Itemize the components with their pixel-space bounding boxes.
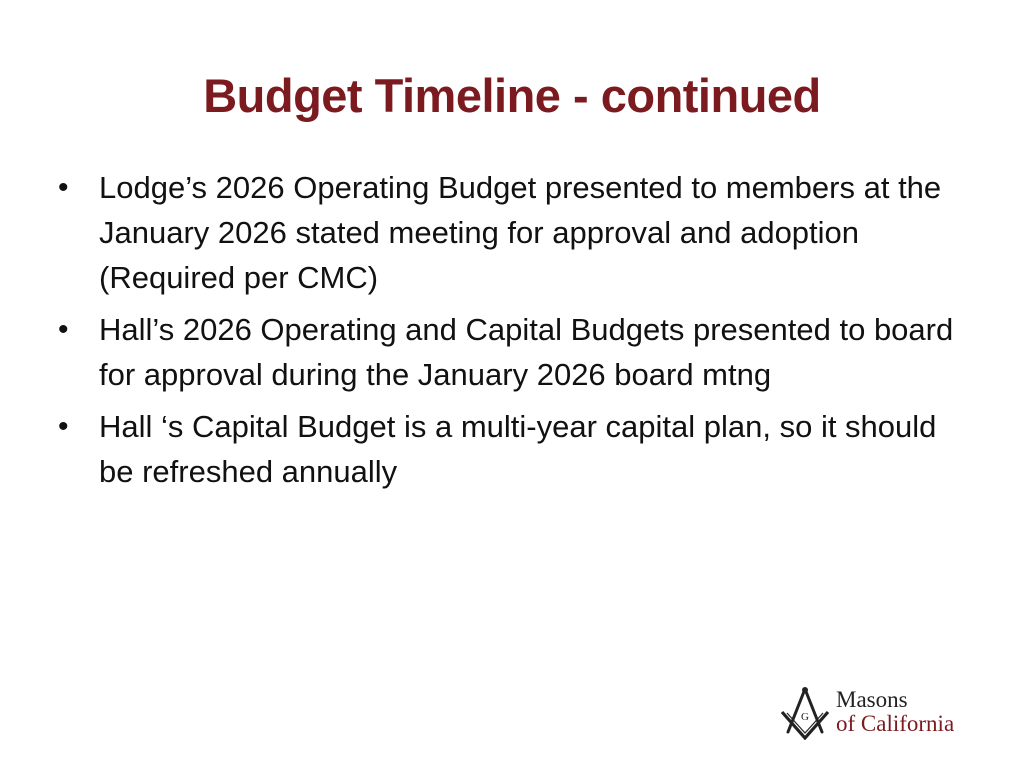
- bullet-marker: •: [58, 171, 69, 204]
- masons-of-california-logo: [778, 686, 978, 742]
- logo-text: [836, 688, 954, 736]
- bullet-text: Lodge’s 2026 Operating Budget presented to members at the January 2026 stated meeting for approval and adoption (Required per CMC): [99, 170, 942, 295]
- bullet-marker: •: [58, 313, 69, 346]
- emblem-letter: G: [801, 711, 809, 723]
- bullet-item: [58, 165, 978, 300]
- slide-title: Budget Timeline - continued: [203, 69, 821, 122]
- logo-line-2: of California: [836, 711, 955, 736]
- bullet-marker: •: [58, 410, 69, 443]
- bullet-item: [58, 404, 978, 494]
- bullet-list: [58, 165, 978, 501]
- bullet-item: [58, 307, 978, 397]
- logo-line-1: Masons: [836, 687, 908, 712]
- square-and-compasses-icon: [778, 686, 832, 740]
- bullet-text: Hall’s 2026 Operating and Capital Budgets presented to board for approval during the January 2026 board mtng: [99, 312, 954, 392]
- bullet-text: Hall ‘s Capital Budget is a multi-year capital plan, so it should be refreshed annually: [99, 409, 937, 489]
